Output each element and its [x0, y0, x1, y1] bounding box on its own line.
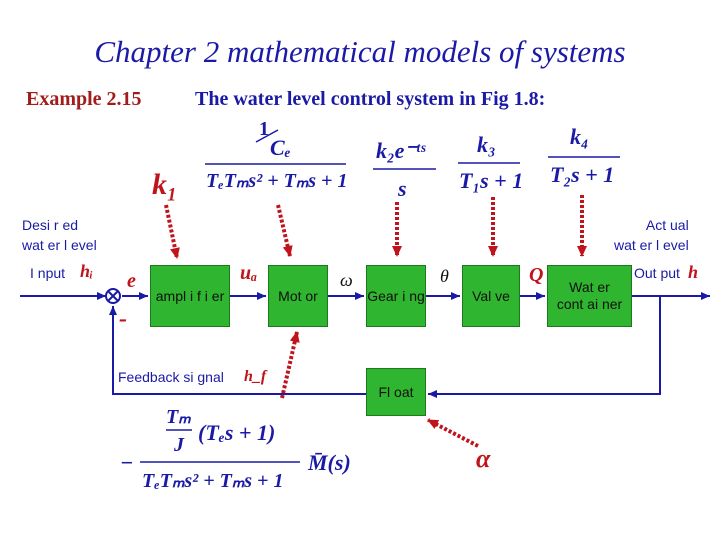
motor-formula-den: TₑTₘs² + Tₘs + 1 — [206, 170, 348, 192]
dist-formula-m: M̄(s) — [308, 450, 351, 475]
subtitle: The water level control system in Fig 1.8: — [195, 88, 546, 110]
example-label: Example 2.15 — [26, 88, 142, 110]
motor-block: Mot or — [268, 265, 328, 327]
symbol-alpha: α — [476, 444, 491, 473]
container-block: Wat er cont ai ner — [547, 265, 632, 327]
desired-level-label: Desi r ed wat er l evel — [22, 217, 97, 253]
container-formula-num: k₄ — [570, 124, 589, 149]
valve-block: Val ve — [462, 265, 520, 327]
feedback-label: Feedback si gnal — [118, 369, 224, 385]
dist-formula-minus: − — [120, 450, 134, 475]
output-label: Out put — [634, 265, 680, 281]
dist-formula-den: TₑTₘs² + Tₘs + 1 — [142, 470, 284, 492]
amplifier-block: ampl i f i er — [150, 265, 230, 327]
motor-formula-num-bot: Cₑ — [270, 135, 291, 160]
minus-sign: - — [119, 306, 127, 332]
arrow-disturbance — [282, 332, 297, 398]
container-formula-den: T₂s + 1 — [550, 162, 615, 187]
symbol-h: h — [688, 262, 699, 282]
arrow-k1 — [166, 205, 177, 258]
symbol-ua: uₐ — [240, 262, 258, 284]
page-title: Chapter 2 mathematical models of systems — [94, 34, 626, 69]
valve-formula-num: k₃ — [477, 132, 496, 157]
input-label: I nput — [30, 265, 66, 281]
symbol-hf: h_f — [244, 368, 267, 385]
gear-formula-den: s — [398, 176, 407, 201]
float-block: Fl oat — [366, 368, 426, 416]
symbol-hi: hᵢ — [80, 261, 94, 281]
arrow-motor — [278, 205, 290, 256]
motor-formula-num-top: 1 — [259, 118, 269, 140]
symbol-omega: ω — [340, 270, 353, 290]
symbol-q: Q — [529, 264, 544, 286]
summing-junction — [106, 289, 120, 303]
valve-formula-den: T₁s + 1 — [459, 168, 524, 193]
dist-formula-num-top: Tₘ — [166, 406, 191, 428]
symbol-theta: θ — [440, 266, 449, 286]
actual-level-label: Act ual wat er l evel — [614, 217, 689, 253]
dist-formula-paren: (Tₑs + 1) — [198, 420, 276, 445]
arrow-alpha — [428, 420, 478, 446]
symbol-k1: k₁ — [152, 168, 178, 201]
gearing-block: Gear i ng — [366, 265, 426, 327]
symbol-e: e — [127, 270, 136, 292]
gear-formula-num: k₂e⁻ᵗˢ — [376, 138, 426, 163]
dist-formula-num-bot: J — [174, 434, 184, 456]
